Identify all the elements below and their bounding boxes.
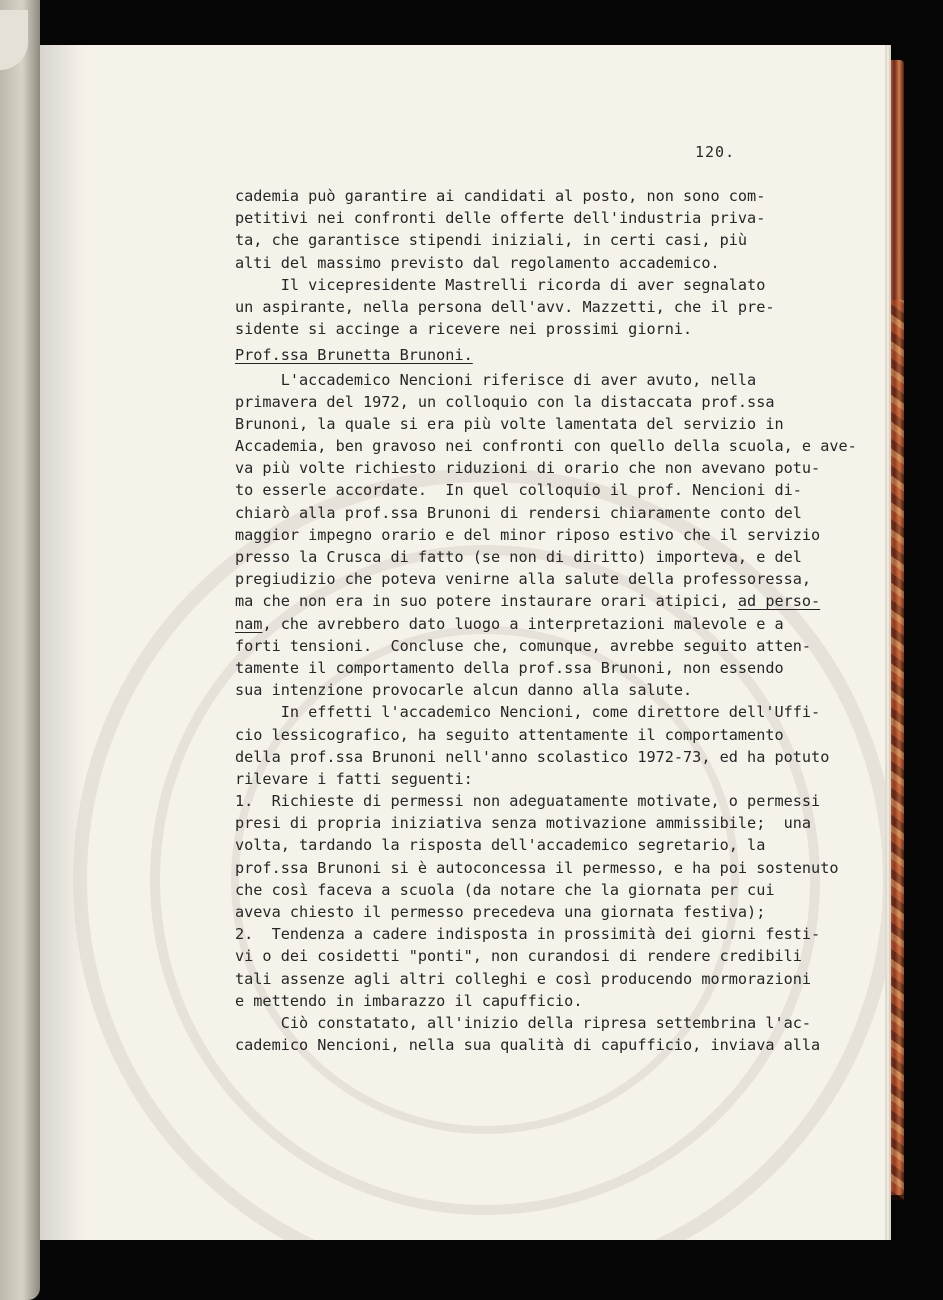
text-line: pregiudizio che poteva venirne alla salute della professoressa, bbox=[235, 570, 812, 589]
text-line: chiarò alla prof.ssa Brunoni di rendersi chiaramente conto del bbox=[235, 503, 802, 522]
page-curl bbox=[0, 10, 28, 70]
text-line: presi di propria iniziativa senza motivazione ammissibile; una bbox=[235, 814, 812, 833]
paragraph-constatato bbox=[235, 1012, 845, 1056]
text-line: In effetti l'accademico Nencioni, come direttore dell'Uffi- bbox=[235, 703, 821, 722]
text-line: tali assenze agli altri colleghi e così producendo mormorazioni bbox=[235, 969, 812, 988]
text-line bbox=[235, 613, 845, 635]
text-line: della prof.ssa Brunoni nell'anno scolastico 1972-73, ed ha potuto bbox=[235, 747, 830, 766]
text-line: tamente il comportamento della prof.ssa Brunoni, non essendo bbox=[235, 658, 784, 677]
text-line: ta, che garantisce stipendi iniziali, in certi casi, più bbox=[235, 231, 748, 250]
text-line: cio lessicografico, ha seguito attentamente il comportamento bbox=[235, 725, 784, 744]
text-line: aveva chiesto il permesso precedeva una giornata festiva); bbox=[235, 903, 766, 921]
text-segment: ma che non era in suo potere instaurare orari atipici, bbox=[235, 592, 738, 611]
underlined-phrase: ad perso- bbox=[737, 592, 821, 611]
text-line: Il vicepresidente Mastrelli ricorda di aver segnalato bbox=[235, 275, 766, 294]
text-line: alti del massimo previsto dal regolamento accademico. bbox=[235, 253, 720, 272]
text-line: va più volte richiesto riduzioni di orario che non avevano potu- bbox=[235, 459, 821, 478]
text-line: volta, tardando la risposta dell'accademico segretario, la bbox=[235, 836, 766, 855]
text-line: L'accademico Nencioni riferisce di aver avuto, nella bbox=[235, 370, 757, 389]
text-line: sua intenzione provocarle alcun danno alla salute. bbox=[235, 681, 693, 700]
text-line: 1. Richieste di permessi non adeguatamente motivate, o permessi bbox=[235, 792, 821, 811]
text-line: cademia può garantire ai candidati al posto, non sono com- bbox=[235, 187, 766, 205]
text-line: che così faceva a scuola (da notare che la giornata per cui bbox=[235, 880, 775, 899]
text-line: to esserle accordate. In quel colloquio il prof. Nencioni di- bbox=[235, 481, 802, 500]
text-segment: , che avrebbero dato luogo a interpretazioni malevole e a bbox=[262, 614, 784, 633]
section-heading: Prof.ssa Brunetta Brunoni. bbox=[235, 346, 473, 365]
text-line: un aspirante, nella persona dell'avv. Mazzetti, che il pre- bbox=[235, 297, 775, 316]
text-line: vi o dei cosidetti "ponti", non curandosi di rendere credibili bbox=[235, 947, 802, 966]
text-line: petitivi nei confronti delle offerte dell'industria priva- bbox=[235, 209, 766, 228]
paragraph-effetti bbox=[235, 701, 845, 790]
text-line: forti tensioni. Concluse che, comunque, avrebbe seguito atten- bbox=[235, 636, 812, 655]
underlined-phrase: nam bbox=[235, 614, 263, 633]
document-page bbox=[40, 45, 885, 1240]
list-item bbox=[235, 790, 845, 923]
text-line: Accademia, ben gravoso nei confronti con quello della scuola, e ave- bbox=[235, 437, 857, 456]
text-line: cademico Nencioni, nella sua qualità di capufficio, inviava alla bbox=[235, 1036, 821, 1055]
text-line: Ciò constatato, all'inizio della ripresa settembrina l'ac- bbox=[235, 1013, 812, 1032]
list-item bbox=[235, 923, 845, 1012]
page-number: 120. bbox=[695, 143, 736, 161]
text-line: 2. Tendenza a cadere indisposta in prossimità dei giorni festi- bbox=[235, 925, 821, 944]
text-line: e mettendo in imbarazzo il capufficio. bbox=[235, 991, 583, 1010]
text-line bbox=[235, 590, 845, 612]
text-line: primavera del 1972, un colloquio con la distaccata prof.ssa bbox=[235, 392, 775, 411]
text-line: sidente si accinge a ricevere nei prossimi giorni. bbox=[235, 320, 693, 339]
paragraph-continuation bbox=[235, 185, 845, 274]
body-text bbox=[235, 185, 857, 1056]
text-line: Brunoni, la quale si era più volte lamentata del servizio in bbox=[235, 414, 784, 433]
facing-page-edge bbox=[0, 0, 40, 1300]
text-line: rilevare i fatti seguenti: bbox=[235, 769, 473, 788]
text-line: maggior impegno orario e del minor riposo estivo che il servizio bbox=[235, 525, 821, 544]
paragraph-nencioni bbox=[235, 369, 857, 702]
text-line: prof.ssa Brunoni si è autoconcessa il permesso, e ha poi sostenuto bbox=[235, 858, 839, 877]
text-line: presso la Crusca di fatto (se non di diritto) importeva, e del bbox=[235, 548, 802, 566]
paragraph-mastrelli bbox=[235, 274, 845, 341]
